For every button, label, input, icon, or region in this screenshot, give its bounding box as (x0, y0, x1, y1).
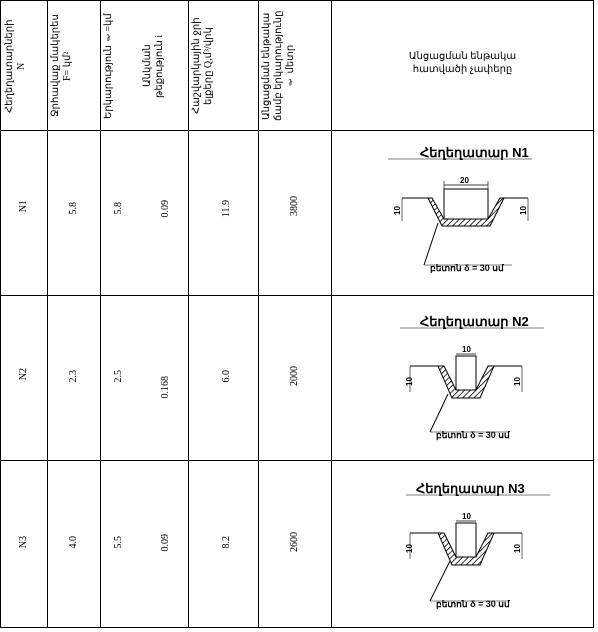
row3-length: 5.5 (113, 536, 124, 549)
row3-flow: 8.2 (221, 536, 232, 549)
row1-flow: 11.9 (221, 200, 232, 218)
material-note: բետոն δ = 30 սմ (436, 430, 510, 440)
header-length-meters: Անցացման ենթակա ճամբ երկարությունը ℓ մետր (261, 10, 296, 122)
row2-length: 2.5 (113, 370, 124, 383)
row3-slope: 0.09 (160, 534, 171, 552)
row1-number: N1 (18, 200, 29, 213)
culvert-section-drawing-2 (332, 296, 593, 460)
table-border-left (0, 0, 1, 628)
row1-meters: 3800 (289, 196, 300, 216)
table-border-top (0, 0, 594, 1)
top-dimension: 10 (462, 345, 471, 354)
row1-area: 5.8 (68, 202, 79, 215)
header-slope: Անկման թեքություն i (142, 34, 165, 98)
top-dimension: 20 (460, 176, 469, 185)
row2-area: 2.3 (68, 370, 79, 383)
column-divider (47, 0, 48, 628)
header-length: Երկարություն ℓ=կմ (103, 13, 114, 119)
left-dimension: 10 (405, 377, 414, 386)
row3-area: 4.0 (68, 536, 79, 549)
material-note: բետոն δ = 30 սմ (436, 599, 510, 609)
row2-flow: 6.0 (221, 370, 232, 383)
drawing-title: Հեղեղատար N3 (416, 481, 525, 496)
row1-length: 5.8 (113, 202, 124, 215)
left-dimension: 10 (393, 206, 402, 215)
row1-slope: 0.09 (160, 200, 171, 218)
left-dimension: 10 (405, 544, 414, 553)
header-culvert-number: Հեղեղատարների N (4, 19, 27, 113)
right-dimension: 10 (519, 206, 528, 215)
culvert-section-drawing-1 (332, 131, 593, 295)
top-dimension: 10 (462, 512, 471, 521)
row3-number: N3 (18, 536, 29, 549)
right-dimension: 10 (513, 377, 522, 386)
drawing-title: Հեղեղատար N1 (420, 145, 529, 160)
column-divider (258, 0, 259, 628)
column-divider (188, 0, 189, 628)
row3-meters: 2600 (289, 532, 300, 552)
column-divider (100, 0, 101, 628)
header-section-dimensions: Անցացման ենթակա հատվածի չափերը (408, 51, 517, 75)
row2-meters: 2000 (289, 366, 300, 386)
header-flow: Հաշվարկային ջրի ելքերը Q,մ³/վրկ (191, 17, 214, 115)
header-catchment-area: Ջրհավաք մակերես F= կմ² (50, 14, 73, 118)
right-dimension: 10 (513, 544, 522, 553)
table-border-bottom (0, 627, 594, 628)
material-note: բետոն δ = 30 սմ (430, 263, 504, 273)
table-border-right (593, 0, 594, 628)
drawing-title: Հեղեղատար N2 (420, 314, 529, 329)
culvert-section-drawing-3 (332, 461, 593, 627)
row2-slope: 0.168 (160, 376, 171, 399)
row2-number: N2 (18, 368, 29, 381)
